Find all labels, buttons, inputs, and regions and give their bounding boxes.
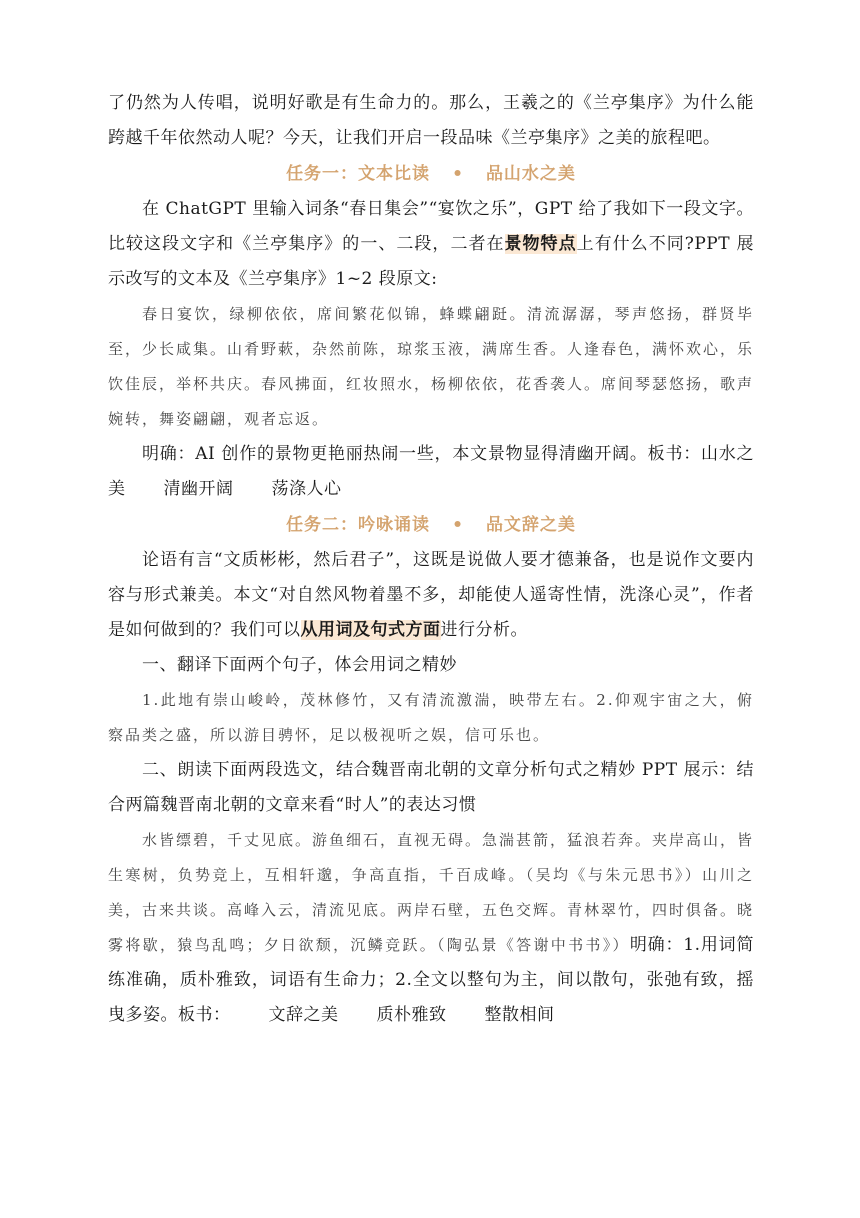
task2-heading-title: 任务二：吟咏诵读 [286, 515, 431, 535]
task2-heading [108, 507, 754, 543]
task2-clarification-text: 明确：1.用词简练准确，质朴雅致，词语有生命力；2.全文以整句为主，间以散句，张弛有致，摇曳多姿。板书： [108, 935, 754, 1025]
task1-clarification-text: 明确：AI 创作的景物更艳丽热闹一些，本文景物显得清幽开阔。板书：山水之美 [108, 444, 754, 499]
task1-heading-subtitle: 品山水之美 [485, 164, 576, 184]
ai-generated-quote: 春日宴饮，绿柳依依，席间繁花似锦，蜂蝶翩跹。清流潺潺，琴声悠扬，群贤毕至，少长咸集。山肴野蔌，杂然前陈，琼浆玉液，满席生香。人逢春色，满怀欢心，乐饮佳辰，举杯共庆。春风拂面，红妆照水，杨柳依依，花香袭人。席间琴瑟悠扬，歌声婉转，舞姿翩翩，观者忘返。 [108, 305, 755, 428]
task2-paragraph-text-end: 进行分析。 [440, 620, 528, 640]
document-page [108, 86, 754, 1033]
translation-sentences: 1.此地有崇山峻岭，茂林修竹，又有清流激湍，映带左右。2.仰观宇宙之大，俯察品类之盛，所以游目骋怀，足以极视听之娱，信可乐也。 [108, 691, 754, 744]
task1-clarification [108, 437, 754, 507]
task2-paragraph-text: 论语有言“文质彬彬，然后君子”，这既是说做人要才德兼备，也是说作文要内容与形式兼美。本文“对自然风物着墨不多，却能使人遥寄性情，洗涤心灵”，作者是如何做到的？我们可以 [108, 550, 754, 640]
highlight-word-sentence: 从用词及句式方面 [300, 620, 441, 640]
board-note-2: 荡涤人心 [271, 479, 342, 499]
subtask-2-title: 二、朗读下面两段选文，结合魏晋南北朝的文章分析句式之精妙 PPT 展示：结合两篇魏晋南北朝的文章来看“时人”的表达习惯 [108, 760, 754, 815]
selected-passages-text: 水皆缥碧，千丈见底。游鱼细石，直视无碍。急湍甚箭，猛浪若奔。夹岸高山，皆生寒树，负势竞上，互相轩邈，争高直指，千百成峰。（吴均《与朱元思书》）山川之美，古来共谈。高峰入云，清流见底。两岸石壁，五色交辉。青林翠竹，四时俱备。晓雾将歇，猿鸟乱鸣；夕日欲颓，沉鳞竞跃。（陶弘景《答谢中书书》） [108, 831, 755, 954]
task2-heading-subtitle: 品文辞之美 [485, 515, 576, 535]
task1-paragraph [108, 192, 754, 297]
bullet-dot-icon: • [452, 164, 464, 184]
subtask-1-title: 一、翻译下面两个句子，体会用词之精妙 [142, 655, 457, 675]
task1-heading [108, 156, 754, 192]
board-note-4: 质朴雅致 [376, 1005, 447, 1025]
task1-heading-title: 任务一：文本比读 [286, 164, 431, 184]
highlight-scenery-features: 景物特点 [504, 234, 577, 254]
task1-paragraph-text-end: 上有什么不同?PPT 展示改写的文本及《兰亭集序》1~2 段原文: [108, 234, 755, 289]
selected-passages [108, 823, 754, 1033]
task2-paragraph [108, 543, 754, 648]
task1-paragraph-text: 在 ChatGPT 里输入词条“春日集会”“宴饮之乐”，GPT 给了我如下一段文字。比较这段文字和《兰亭集序》的一、二段，二者在 [108, 199, 754, 254]
board-note-5: 整散相间 [484, 1005, 555, 1025]
board-note-1: 清幽开阔 [163, 479, 234, 499]
bullet-dot-icon: • [452, 515, 464, 535]
intro-paragraph: 了仍然为人传唱，说明好歌是有生命力的。那么，王羲之的《兰亭集序》为什么能跨越千年依然动人呢？今天，让我们开启一段品味《兰亭集序》之美的旅程吧。 [108, 93, 754, 148]
board-note-3: 文辞之美 [268, 1005, 339, 1025]
